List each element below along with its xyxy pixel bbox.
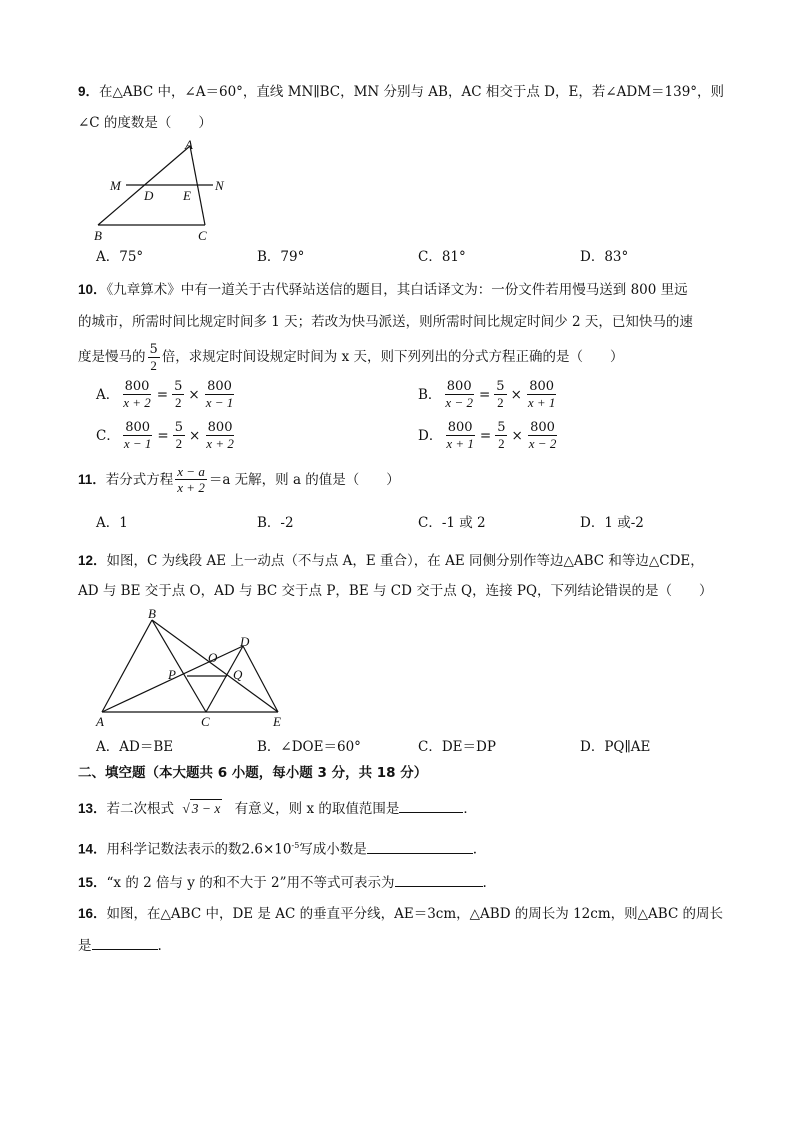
q16-line1 [78, 905, 723, 923]
q10-line2: 的城市，所需时间比规定时间多 1 天；若改为快马派送，则所需时间比规定时间少 2 天，已知快马的速 [78, 314, 693, 330]
q9-option-a[interactable]: A．75° [96, 249, 144, 265]
q9-label-a: A [185, 137, 193, 152]
q14-line [78, 837, 477, 859]
q9-label-c: C [198, 228, 207, 243]
q11-fraction [175, 464, 207, 495]
q10-line3 [78, 339, 623, 375]
q9-label-d: D [144, 188, 154, 203]
q11-frac-den: x + 2 [177, 480, 205, 495]
q11-pre: 若分式方程 [105, 471, 174, 488]
q10-b-d2: x + 1 [527, 395, 556, 410]
q9-line1 [78, 83, 724, 101]
q10-ratio-den: 2 [150, 358, 157, 373]
q9-number: 9． [78, 84, 100, 99]
q15-end: . [482, 875, 487, 891]
q10-a-d2: x − 1 [205, 395, 234, 410]
q10-option-c[interactable] [96, 420, 238, 451]
q16-answer-blank[interactable] [92, 935, 158, 950]
q12-segment-be [152, 620, 278, 712]
q9-option-b[interactable]: B．79° [257, 249, 305, 265]
q12-segment-ab [102, 620, 152, 712]
q10-ratio-num: 5 [149, 342, 158, 357]
section2-heading: 二、填空题（本大题共 6 小题，每小题 3 分，共 18 分） [78, 765, 428, 781]
q10-a-kden: 2 [175, 395, 182, 410]
q9-line2: ∠C 的度数是（ ） [78, 115, 212, 131]
q10-c-knum: 5 [174, 420, 183, 435]
q10-option-a-letter: A． [96, 386, 120, 403]
q10-a-frac2 [204, 379, 236, 410]
q11-option-c[interactable]: C．-1 或 2 [418, 515, 486, 531]
q10-d-times: × [511, 427, 523, 444]
q10-a-n2: 800 [207, 379, 232, 394]
q10-c-n1: 800 [125, 420, 151, 435]
q12-label-p: P [168, 667, 176, 682]
q10-d-k [495, 420, 507, 451]
q10-text-3b: 倍，求规定时间设规定时间为 x 天，则下列列出的分式方程正确的是（ ） [161, 349, 624, 365]
q10-text-3a: 度是慢马的 [78, 349, 146, 365]
q16-line2 [78, 935, 162, 955]
q10-option-a[interactable] [96, 379, 237, 410]
q16-number: 16． [78, 906, 107, 921]
q14-post: 写成小数是 [299, 841, 367, 858]
q13-number: 13． [78, 801, 107, 816]
q14-end: . [472, 841, 478, 858]
q10-option-b-letter: B． [418, 386, 442, 403]
q10-b-n2: 800 [529, 379, 555, 394]
q10-d-n1: 800 [447, 420, 473, 435]
q13-pre: 若二次根式 [106, 801, 175, 817]
q12-label-a: A [96, 714, 104, 729]
q9-text-1: 在△ABC 中，∠A＝60°，直线 MN∥BC，MN 分别与 AB，AC 相交于点 D，E，若∠ADM＝139°，则 [99, 84, 725, 100]
q11-option-a[interactable]: A．1 [96, 515, 128, 531]
q10-a-knum: 5 [174, 379, 183, 394]
q12-line1 [78, 552, 704, 570]
q12-line2: AD 与 BE 交于点 O，AD 与 BC 交于点 P，BE 与 CD 交于点 Q，连接 PQ，下列结论错误的是（ ） [78, 583, 713, 599]
q10-b-frac2 [526, 379, 558, 410]
q10-d-eq: = [479, 427, 492, 444]
q10-c-d1: x − 1 [123, 436, 152, 451]
q12-label-q: Q [233, 667, 243, 682]
q11-frac-num: x − a [177, 464, 205, 479]
q10-a-times: × [188, 386, 200, 403]
q10-c-k [173, 420, 185, 451]
q10-d-d1: x + 1 [446, 436, 474, 451]
q16-end: . [157, 938, 162, 954]
q10-c-times: × [188, 427, 201, 444]
q10-c-kden: 2 [175, 436, 183, 451]
q16-text-2: 是 [78, 938, 92, 954]
q12-label-e: E [273, 714, 281, 729]
q10-option-c-letter: C． [96, 427, 120, 444]
q10-option-b[interactable] [418, 379, 559, 410]
q12-text-1: 如图，C 为线段 AE 上一动点（不与点 A，E 重合），在 AE 同侧分别作等边△ABC 和等边△CDE， [106, 553, 704, 569]
q12-number: 12． [78, 553, 107, 568]
q9-label-e: E [183, 188, 191, 203]
q11-option-d[interactable]: D．1 或-2 [580, 515, 644, 531]
q10-b-frac1 [443, 379, 475, 410]
q12-label-o: O [208, 650, 218, 665]
q14-number: 14． [78, 841, 107, 857]
q10-b-knum: 5 [496, 379, 505, 394]
q10-option-d[interactable] [418, 420, 560, 451]
q10-a-k [172, 379, 184, 410]
q13-answer-blank[interactable] [399, 798, 463, 813]
q13-post: 有意义，则 x 的取值范围是 [234, 801, 400, 817]
q9-label-b: B [94, 228, 102, 243]
q11-option-b[interactable]: B．-2 [257, 515, 294, 531]
q10-line1 [78, 281, 688, 299]
q10-b-times: × [510, 386, 522, 403]
q10-b-n1: 800 [446, 379, 472, 394]
q13-radicand: 3 − x [191, 801, 221, 816]
q10-text-1: 《九章算术》中有一道关于古代驿站送信的题目，其白话译文为：一份文件若用慢马送到 800 里远 [106, 282, 688, 298]
q10-c-frac1 [122, 420, 154, 451]
q15-answer-blank[interactable] [395, 872, 483, 887]
q10-b-d1: x − 2 [445, 395, 473, 410]
q10-ratio-fraction [148, 342, 160, 373]
q10-number: 10． [78, 282, 107, 297]
q11-post: ＝a 无解，则 a 的值是（ ） [208, 471, 400, 488]
q10-c-n2: 800 [207, 420, 233, 435]
q12-segment-de [243, 646, 278, 712]
q10-d-frac1 [444, 420, 476, 451]
q10-option-d-letter: D． [418, 427, 443, 444]
q12-triangles-figure [88, 606, 298, 732]
q15-number: 15． [78, 875, 107, 890]
q9-option-c[interactable]: C．81° [418, 249, 466, 265]
q9-label-m: M [110, 178, 121, 193]
q12-option-b[interactable]: B．∠DOE＝60° [257, 739, 361, 755]
q12-label-d: D [240, 634, 250, 649]
q9-option-d[interactable]: D．83° [580, 249, 629, 265]
q10-c-eq: = [157, 427, 169, 444]
q10-b-kden: 2 [497, 395, 504, 410]
q11-number: 11． [78, 471, 106, 487]
q9-triangle-figure [88, 134, 238, 244]
q10-c-d2: x + 2 [206, 436, 234, 451]
q13-end: ． [463, 801, 477, 817]
q14-answer-blank[interactable] [367, 839, 473, 854]
q10-a-frac1 [121, 379, 153, 410]
q10-b-k [494, 379, 506, 410]
q12-label-b: B [148, 606, 156, 621]
q13-line [78, 798, 477, 818]
q10-d-n2: 800 [530, 420, 555, 435]
q14-exponent: -5 [291, 841, 300, 850]
q16-text-1: 如图，在△ABC 中，DE 是 AC 的垂直平分线，AE＝3cm，△ABD 的周长为 12cm，则△ABC 的周长 [106, 906, 724, 922]
q15-text: “x 的 2 倍与 y 的和不大于 2”用不等式可表示为 [106, 875, 395, 891]
q10-b-eq: = [478, 386, 491, 403]
q12-option-d[interactable]: D．PQ∥AE [580, 739, 651, 755]
q9-label-n: N [215, 178, 224, 193]
q10-a-d1: x + 2 [123, 395, 151, 410]
q10-d-frac2 [527, 420, 559, 451]
q10-a-eq: = [156, 386, 169, 403]
q12-label-c: C [201, 714, 210, 729]
q10-d-d2: x − 2 [528, 436, 557, 451]
q12-option-a[interactable]: A．AD＝BE [96, 739, 174, 755]
q13-sqrt: √ 3 − x [182, 801, 221, 816]
q12-segment-bc [152, 620, 206, 712]
q14-pre: 用科学记数法表示的数2.6×10 [106, 841, 292, 858]
q10-d-knum: 5 [497, 420, 506, 435]
q10-d-kden: 2 [498, 436, 505, 451]
q11-line [78, 464, 400, 495]
q15-line [78, 872, 487, 892]
q10-c-frac2 [204, 420, 236, 451]
q12-option-c[interactable]: C．DE＝DP [418, 739, 496, 755]
q10-a-n1: 800 [124, 379, 150, 394]
